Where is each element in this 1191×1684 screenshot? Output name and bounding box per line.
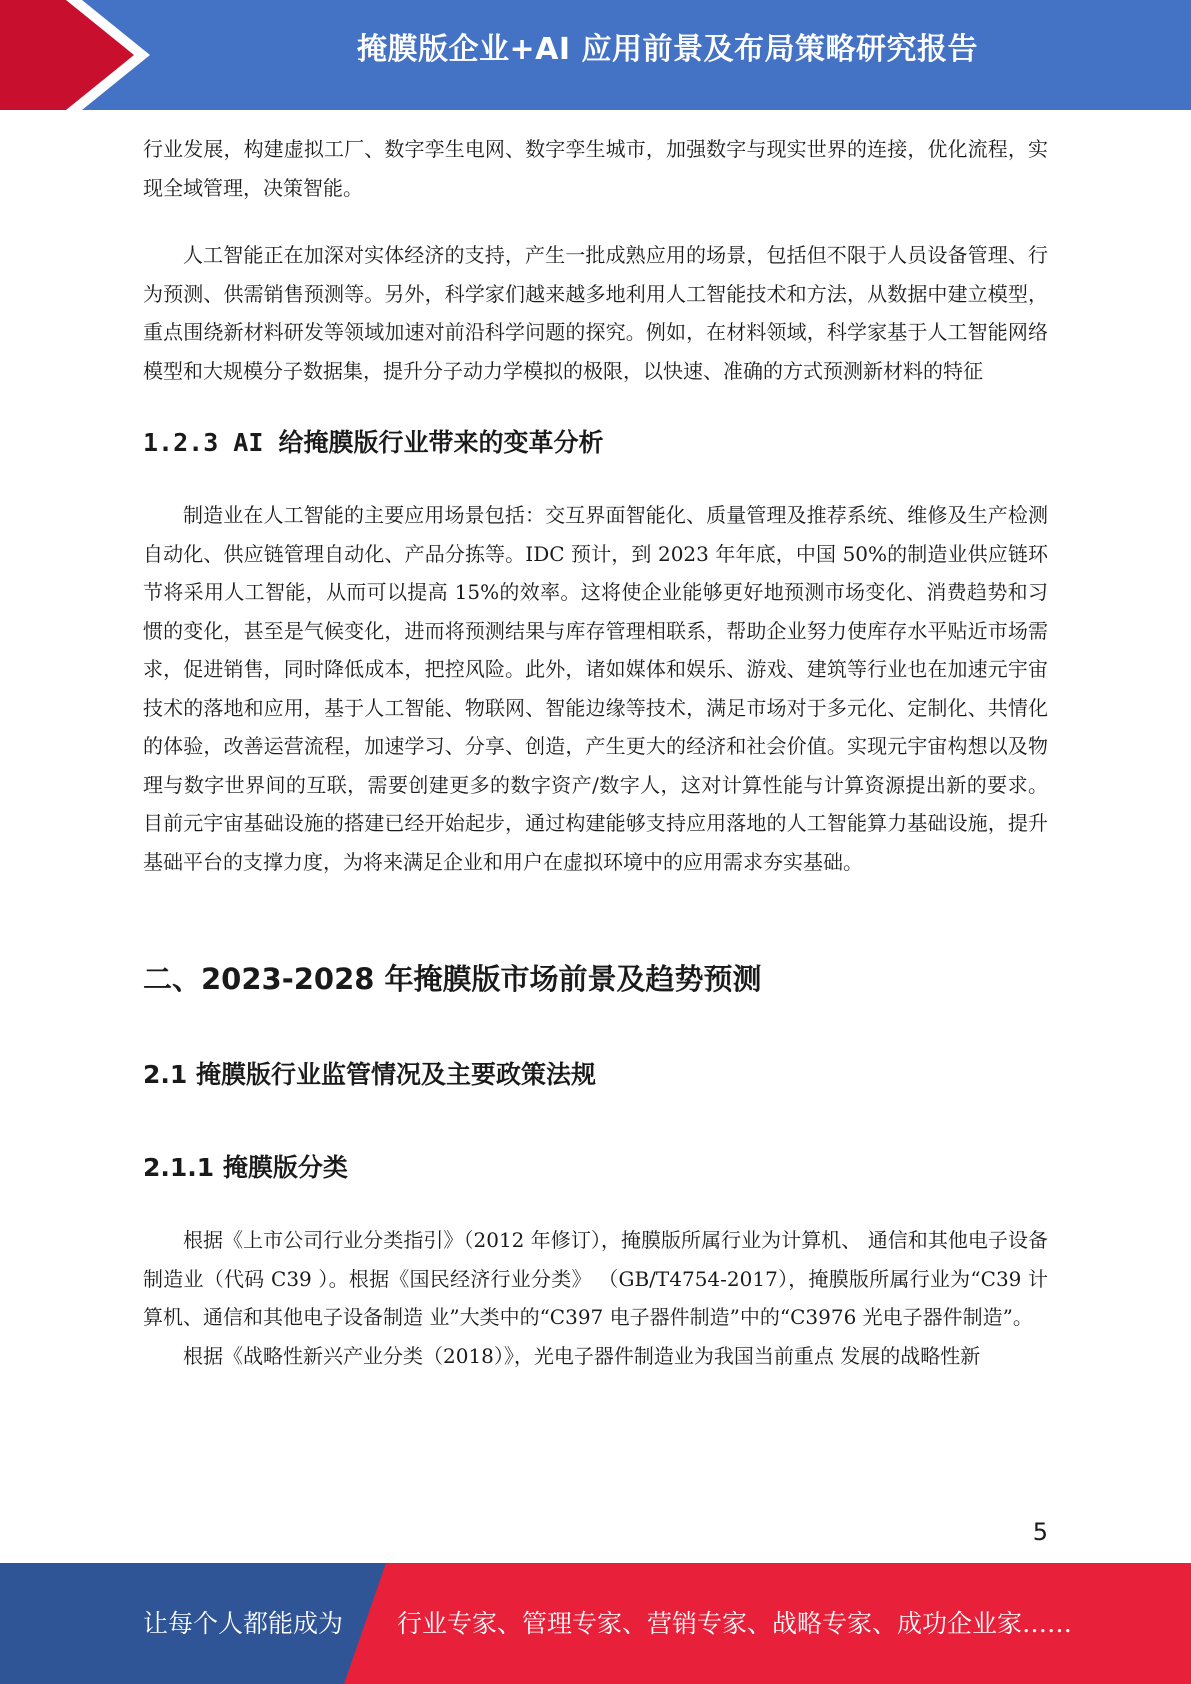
paragraph-ai-economy: 人工智能正在加深对实体经济的支持，产生一批成熟应用的场景，包括但不限于人员设备管理、行为预测、供需销售预测等。另外，科学家们越来越多地利用人工智能技术和方法，从数据中建立模型，重点围绕新材料研发等领域加速对前沿科学问题的探究。例如，在材料领域，科学家基于人工智能网络模型和大规模分子数据集，提升分子动力学模拟的极限，以快速、准确的方式预测新材料的特征 [143,243,1048,383]
paragraph-strategic-industry: 根据《战略性新兴产业分类（2018）》，光电子器件制造业为我国当前重点 发展的战略性新 [183,1343,981,1368]
paragraph-classification: 根据《上市公司行业分类指引》（2012 年修订），掩膜版所属行业为计算机、 通信和其他电子设备制造业（代码 C39 ）。根据《国民经济行业分类》 （GB/T4754-2017），掩膜版所属行业为“C39 计算机、通信和其他电子设备制造 业”大类中的“C397 电子器件制造”中的“C3976 光电子器件制造”。 [143,1228,1048,1329]
header-red-chevron [0,0,134,110]
chapter-heading-2: 二、2023-2028 年掩膜版市场前景及趋势预测 [143,962,762,996]
page-header [0,0,1191,110]
footer-slogan-left: 让每个人都能成为 [143,1609,344,1638]
page-number: 5 [1032,1518,1048,1546]
report-title: 掩膜版企业+AI 应用前景及布局策略研究报告 [357,32,978,67]
section-heading-2-1: 2.1 掩膜版行业监管情况及主要政策法规 [143,1060,596,1089]
page-footer [0,1563,1191,1684]
document-body [143,130,1048,1375]
section-heading-1-2-3: 1.2.3 AI 给掩膜版行业带来的变革分析 [143,428,604,457]
footer-slogan-right: 行业专家、管理专家、营销专家、战略专家、成功企业家…… [397,1609,1073,1638]
section-heading-2-1-1: 2.1.1 掩膜版分类 [143,1153,348,1182]
paragraph-continued: 行业发展，构建虚拟工厂、数字孪生电网、数字孪生城市，加强数字与现实世界的连接，优化流程，实现全域管理，决策智能。 [143,137,1048,200]
paragraph-manufacturing-ai: 制造业在人工智能的主要应用场景包括：交互界面智能化、质量管理及推荐系统、维修及生产检测自动化、供应链管理自动化、产品分拣等。IDC 预计，到 2023 年年底，中国 50%的制造业供应链环节将采用人工智能，从而可以提高 15%的效率。这将使企业能够更好地预测市场变化、消费趋势和习惯的变化，甚至是气候变化，进而将预测结果与库存管理相联系，帮助企业努力使库存水平贴近市场需求，促进销售，同时降低成本，把控风险。此外，诸如媒体和娱乐、游戏、建筑等行业也在加速元宇宙技术的落地和应用，基于人工智能、物联网、智能边缘等技术，满足市场对于多元化、定制化、共情化的体验，改善运营流程，加速学习、分享、创造，产生更大的经济和社会价值。实现元宇宙构想以及物理与数字世界间的互联，需要创建更多的数字资产/数字人，这对计算性能与计算资源提出新的要求。目前元宇宙基础设施的搭建已经开始起步，通过构建能够支持应用落地的人工智能算力基础设施，提升基础平台的支撑力度，为将来满足企业和用户在虚拟环境中的应用需求夯实基础。 [143,503,1048,874]
